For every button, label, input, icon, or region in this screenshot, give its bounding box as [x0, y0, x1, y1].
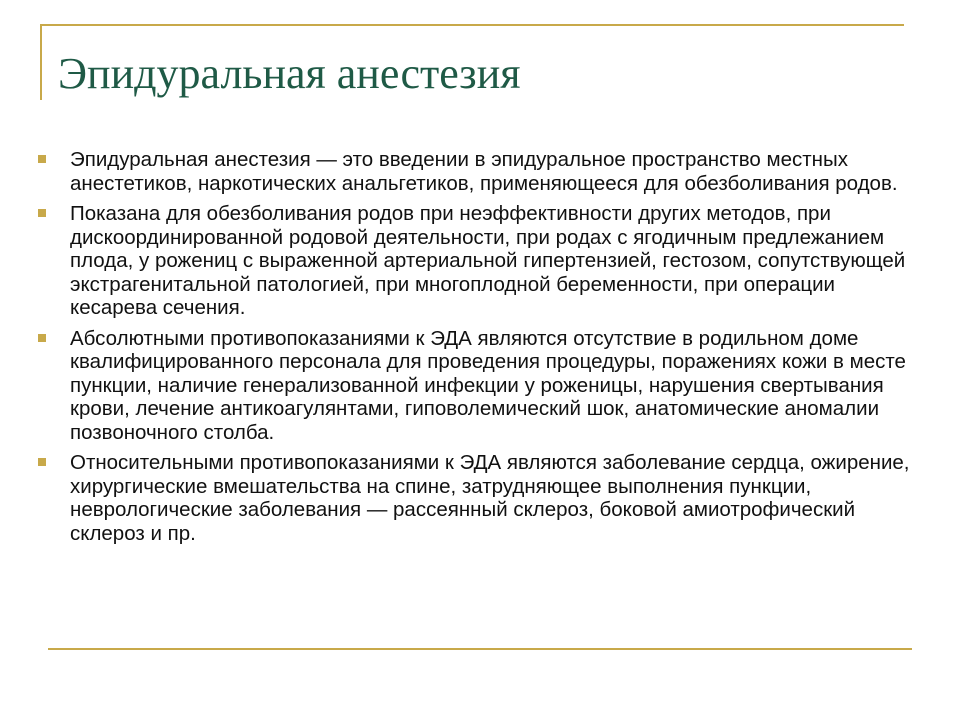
bullet-text: Относительными противопоказаниями к ЭДА являются заболевание сердца, ожирение, хирургические вмешательства на спине, затрудняющее выполнения пункции, неврологические заболевания — рассеянный склероз, боковой амиотрофический склероз и пр. — [70, 451, 910, 545]
bullet-text: Показана для обезболивания родов при неэффективности других методов, при дискоординированной родовой деятельности, при родах с ягодичным предлежанием плода, у рожениц с выраженной артериальной гипертензией, гестозом, сопутствующей экстрагенитальной патологией, при многоплодной беременности, при операции кесарева сечения. — [70, 202, 906, 319]
bullet-item-relative-contraindications — [36, 451, 916, 545]
slide-title: Эпидуральная анестезия — [58, 49, 521, 98]
square-bullet-icon — [38, 334, 46, 342]
bullet-text: Эпидуральная анестезия — это введении в эпидуральное пространство местных анестетиков, наркотических анальгетиков, применяющееся для обезболивания родов. — [70, 148, 898, 195]
frame-top-line — [40, 24, 904, 26]
square-bullet-icon — [38, 155, 46, 163]
bullet-item-definition — [36, 148, 916, 195]
frame-left-line — [40, 24, 42, 100]
bullet-text: Абсолютными противопоказаниями к ЭДА являются отсутствие в родильном доме квалифицированного персонала для проведения процедуры, поражениях кожи в месте пункции, наличие генерализованной инфекции у роженицы, нарушения свертывания крови, лечение антикоагулянтами, гиповолемический шок, анатомические аномалии позвоночного столба. — [70, 326, 906, 444]
bullet-list — [36, 148, 916, 552]
bullet-item-indications — [36, 202, 916, 320]
frame-bottom-line — [48, 648, 912, 650]
bullet-item-absolute-contraindications — [36, 327, 916, 445]
square-bullet-icon — [38, 209, 46, 217]
square-bullet-icon — [38, 458, 46, 466]
